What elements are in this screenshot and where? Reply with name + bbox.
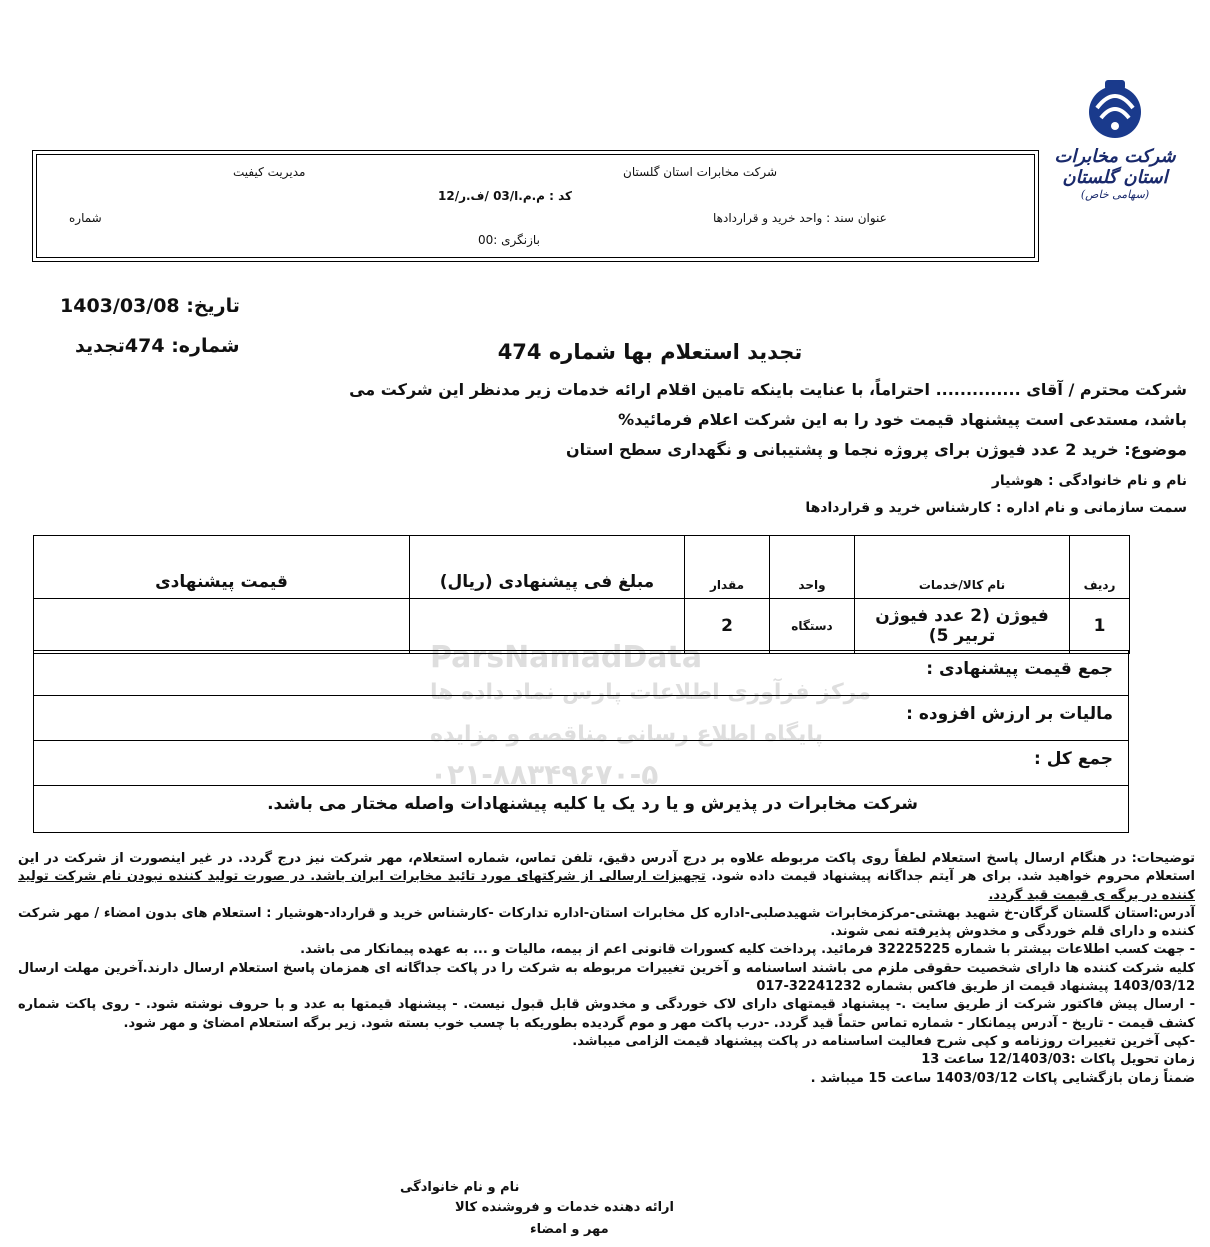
notice-text: شرکت مخابرات در پذیرش و یا رد یک یا کلیه پیشنهادات واصله مختار می باشد. — [267, 794, 918, 814]
logo-tagline: (سهامی خاص) — [1080, 188, 1150, 201]
header-dept: مدیریت کیفیت — [233, 165, 306, 179]
note-p4: کلیه شرکت کننده ها دارای شخصیت حقوقی ملزم می باشند اساسنامه و آخرین تغییرات مربوطه به شرکت را در پاکت جداگانه ای همزمان پاسخ استعلام ارسال دارند.آخرین مهلت ارسال 1403/03/12 پیشنهاد قیمت از طریق فاکس بشماره 32241232-017 — [18, 960, 1195, 995]
document-header — [32, 150, 1039, 262]
cell-total — [34, 599, 410, 654]
header-code: کد : م.م.ا/03 /ف.ر/12 — [438, 189, 573, 203]
cell-row: 1 — [1070, 599, 1130, 654]
contact-position: سمت سازمانی و نام اداره : کارشناس خرید و قراردادها — [805, 500, 1187, 516]
sign-provider: ارائه دهنده خدمات و فروشنده کالا — [455, 1200, 674, 1215]
notes-section — [18, 850, 1195, 1088]
col-header-unit-price: مبلغ فی پیشنهادی (ریال) — [410, 536, 685, 599]
note-p2: آدرس:استان گلستان گرگان-خ شهید بهشتی-مرکزمخابرات شهیدصلبی-اداره کل مخابرات استان-اداره تدارکات -کارشناس خرید و قرارداد-هوشیار : استعلام های بدون امضاء / مهر شرکت کننده و دارای قلم خوردگی و مخدوش پذیرفته نمی شوند. — [18, 905, 1195, 940]
company-logo — [1040, 78, 1190, 201]
sign-name: نام و نام خانوادگی — [400, 1180, 520, 1195]
cell-unit: دستگاه — [770, 599, 855, 654]
sum-row — [33, 650, 1129, 696]
header-number-label: شماره — [69, 211, 102, 225]
contact-name: نام و نام خانوادگی : هوشیار — [991, 473, 1187, 489]
document-number: شماره: 474تجدید — [75, 335, 240, 357]
col-header-qty: مقدار — [685, 536, 770, 599]
cell-item: فیوژن (2 عدد فیوژن تربیر 5) — [855, 599, 1070, 654]
col-header-row: ردیف — [1070, 536, 1130, 599]
sign-seal: مهر و امضاء — [530, 1222, 609, 1237]
watermark-line2: پایگاه اطلاع رسانی مناقصه و مزایده — [430, 722, 823, 747]
note-p6: -کپی آخرین تغییرات روزنامه و کپی شرح فعالیت اساسنامه در پاکت پیشنهاد قیمت الزامی میباشد. — [572, 1033, 1195, 1049]
header-doc-title: عنوان سند : واحد خرید و قراردادها — [713, 211, 887, 225]
intro-line2: باشد، مستدعی است پیشنهاد قیمت خود را به این شرکت اعلام فرمائید% — [618, 410, 1187, 429]
cell-unit-price — [410, 599, 685, 654]
logo-company-name: شرکت مخابرات استان گلستان — [1054, 146, 1176, 188]
notice-row — [33, 785, 1129, 833]
watermark-brand: ParsNamadData — [430, 640, 703, 675]
watermark-phone: ۰۲۱-۸۸۳۴۹۶۷۰-۵ — [430, 758, 659, 791]
total-row — [33, 740, 1129, 786]
total-label: جمع کل : — [1034, 749, 1113, 769]
page-title: تجدید استعلام بها شماره 474 — [497, 340, 803, 364]
intro-line1: شرکت محترم / آقای .............. احتراماً، با عنایت باینکه تامین اقلام ارائه خدمات زیر مدنظر این شرکت می — [349, 380, 1187, 399]
telecom-logo-icon — [1075, 78, 1155, 140]
vat-label: مالیات بر ارزش افزوده : — [906, 704, 1113, 724]
note-p7: زمان تحویل پاکات :12/1403/03 ساعت 13 — [921, 1052, 1195, 1068]
note-p1a: توضیحات: در هنگام ارسال پاسخ استعلام لطفاً روی پاکت مربوطه علاوه بر درج آدرس دقیق، تلفن تماس، شماره استعلام، مهر شرکت نیز درج گردد. در غیر اینصورت از شرکت در این استعلام محروم خواهید شد. برای هر آیتم جداگانه پیشنهاد قیمت داده شود. — [18, 851, 1195, 885]
header-company: شرکت مخابرات استان گلستان — [623, 165, 777, 179]
vat-row — [33, 695, 1129, 741]
items-table — [33, 535, 1130, 654]
cell-qty: 2 — [685, 599, 770, 654]
note-p5: - ارسال پیش فاکتور شرکت از طریق سایت .- پیشنهاد قیمتهای دارای لاک خوردگی و مخدوش قابل قبول نیست. - پیشنهاد قیمتها به عدد و با حروف نوشته شود. - روی پاکت شماره کشف قیمت - تاریخ - آدرس پیمانکار - شماره تماس حتماً قید گردد. -درب پاکت مهر و موم گردیده بطوریکه با چسب خوب بسته شود. زیر برگه استعلام امضائ و مهر شود. — [18, 997, 1195, 1031]
table-header-row — [34, 536, 1130, 599]
note-paragraph — [18, 850, 1195, 905]
col-header-unit: واحد — [770, 536, 855, 599]
col-header-item: نام کالا/خدمات — [855, 536, 1070, 599]
table-row — [34, 599, 1130, 654]
header-revision: بازنگری :00 — [478, 233, 540, 247]
col-header-total: قیمت پیشنهادی — [34, 536, 410, 599]
note-p1b: تجهیزات ارسالی از شرکتهای مورد تائید مخابرات ایران باشد. در صورت تولید کننده نبودن نام شرکت تولید کننده در برگه ی قیمت قید گردد. — [18, 869, 1195, 903]
sum-label: جمع قیمت پیشنهادی : — [926, 659, 1113, 679]
document-date: تاریخ: 1403/03/08 — [60, 295, 240, 317]
subject-line: موضوع: خرید 2 عدد فیوژن برای پروژه نجما و پشتیبانی و نگهداری سطح استان — [565, 440, 1187, 459]
watermark-line1: مرکز فرآوری اطلاعات پارس نماد داده ها — [430, 680, 871, 705]
note-p3: - جهت کسب اطلاعات بیشتر با شماره 32225225 فرمائید. پرداخت کلیه کسورات قانونی اعم از بیمه، مالیات و ... به عهده پیمانکار می باشد. — [300, 942, 1195, 958]
note-p8: ضمناً زمان بازگشایی پاکات 1403/03/12 ساعت 15 میباشد . — [810, 1070, 1195, 1086]
